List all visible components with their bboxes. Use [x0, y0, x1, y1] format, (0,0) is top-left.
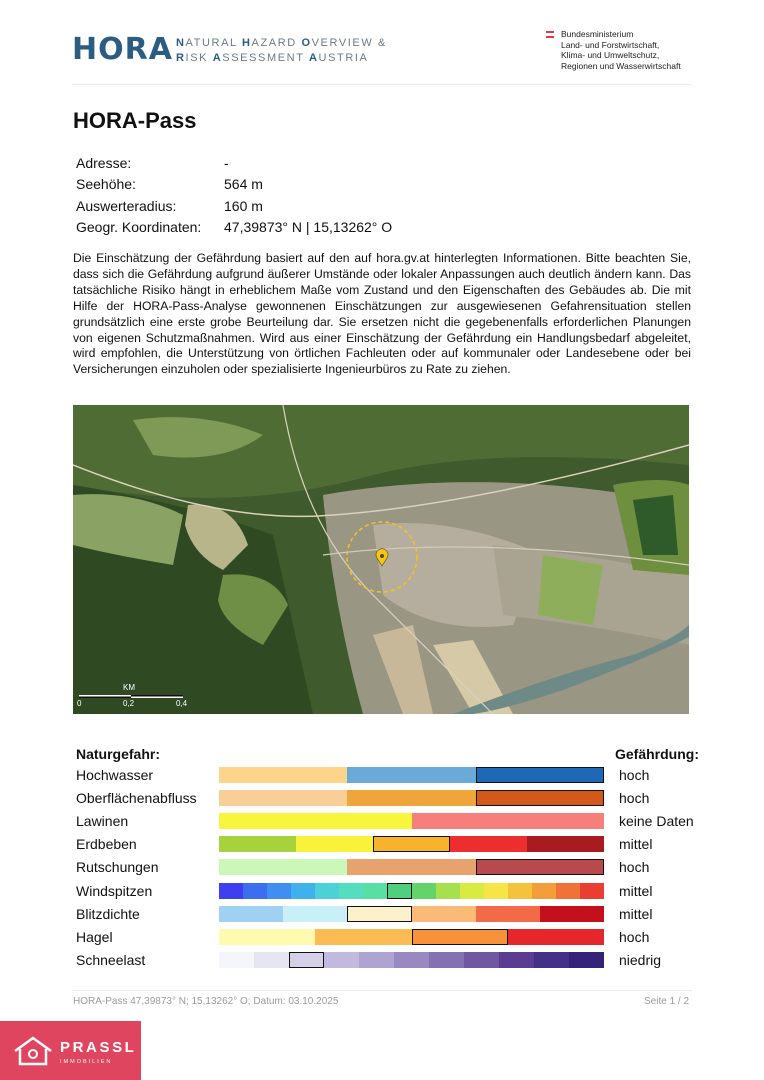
hazard-scale-bar	[219, 813, 604, 829]
hazard-row	[73, 904, 703, 924]
hazard-scale-selected-segment	[387, 883, 411, 899]
hazard-scale-segment	[291, 883, 315, 899]
hazard-scale-segment	[339, 883, 363, 899]
prassl-logo[interactable]	[0, 1021, 141, 1080]
hazard-scale-bar	[219, 883, 604, 899]
hazard-level: keine Daten	[619, 813, 694, 830]
hazard-scale-segment	[436, 883, 460, 899]
meta-label: Auswerteradius:	[76, 197, 177, 214]
hazard-level: mittel	[619, 882, 653, 899]
hazard-scale-bar	[219, 952, 604, 968]
hazard-scale-segment	[243, 883, 267, 899]
hazard-name: Lawinen	[76, 813, 129, 830]
hazard-scale-segment	[296, 836, 373, 852]
hazard-scale-segment	[219, 929, 315, 945]
hazard-name: Oberflächenabfluss	[76, 790, 197, 807]
hora-tagline-line-1: NATURAL HAZARD OVERVIEW &	[176, 37, 387, 49]
brand-name: PRASSL	[60, 1039, 137, 1056]
hazard-scale-segment	[532, 883, 556, 899]
hazard-level: mittel	[619, 905, 653, 922]
hazard-scale-bar	[219, 836, 604, 852]
hazard-scale-segment	[412, 906, 476, 922]
hazard-scale-segment	[315, 883, 339, 899]
hazard-scale-bar	[219, 929, 604, 945]
hazard-scale-segment	[569, 952, 604, 968]
meta-row	[73, 195, 395, 217]
hazard-scale-segment	[499, 952, 534, 968]
hazard-scale-segment	[394, 952, 429, 968]
hazard-scale-segment	[534, 952, 569, 968]
hazard-scale-segment	[219, 883, 243, 899]
meta-row	[73, 152, 395, 174]
hazard-level: mittel	[619, 836, 653, 853]
hora-tagline-line-2: RISK ASSESSMENT AUSTRIA	[176, 52, 369, 64]
hazard-scale-segment	[219, 952, 254, 968]
footer-info: HORA-Pass 47,39873° N; 15,13262° O; Datum: 03.10.2025	[73, 996, 339, 1007]
hazard-scale-bar	[219, 767, 604, 783]
risk-column-header: Gefährdung:	[615, 746, 699, 762]
hora-tagline	[176, 36, 387, 66]
hazard-row	[73, 857, 703, 877]
hazard-row	[73, 927, 703, 947]
hazard-scale-segment	[412, 883, 436, 899]
hazard-scale-segment	[429, 952, 464, 968]
hazard-scale-segment	[527, 836, 604, 852]
hazard-scale-bar	[219, 859, 604, 875]
hazard-column-header: Naturgefahr:	[76, 746, 161, 762]
hazard-row	[73, 765, 703, 785]
header-divider	[72, 84, 692, 85]
ministry-line: Regionen und Wasserwirtschaft	[561, 60, 681, 71]
hazard-name: Schneelast	[76, 951, 146, 968]
hora-logo: HORA	[72, 32, 173, 67]
hazard-scale-bar	[219, 906, 604, 922]
aerial-map-image	[73, 405, 689, 714]
hazard-name: Hochwasser	[76, 767, 154, 783]
hazard-scale-segment	[324, 952, 359, 968]
hazard-scale-segment	[508, 929, 604, 945]
house-icon	[12, 1035, 54, 1067]
hazard-scale-selected-segment	[476, 790, 604, 806]
hazard-scale-segment	[219, 906, 283, 922]
hazard-scale-segment	[219, 859, 347, 875]
scale-tick: 0,4	[176, 699, 188, 708]
hazard-scale-segment	[347, 767, 475, 783]
meta-value: -	[224, 154, 229, 171]
intro-paragraph: Die Einschätzung der Gefährdung basiert auf den auf hora.gv.at hinterlegten Informationen. Bitte beachten Sie, dass sich die Gefährdung aufgrund äußerer Umstände oder lokaler Anpassungen auch deutlich ändern kann. Das tatsächliche Risiko hängt in erheblichem Maße vom Zustand und den Eigenschaften des Gebäudes ab. Die mit Hilfe der HORA-Pass-Analyse gewonnenen Einschätzungen zur ausgewiesenen Gefahrensituation stellen grundsätzlich eine erste grobe Beurteilung dar. Sie ersetzen nicht die gegebenenfalls erforderlichen Planungen von eigenen Schutzmaßnahmen. Wird aus einer Einschätzung der Gefährdung ein Handlungsbedarf abgeleitet, wird empfohlen, die Unterstützung von örtlichen Fachleuten oder auf kommunaler oder Landesebene oder bei Versicherungen einzuholen oder spezialisierte Ingenieurbüros zu Rate zu ziehen.	[73, 251, 691, 377]
meta-row	[73, 217, 395, 239]
hazard-scale-segment	[315, 929, 411, 945]
hazard-scale-segment	[412, 813, 605, 829]
meta-label: Geogr. Koordinaten:	[76, 219, 202, 236]
hazard-row	[73, 834, 703, 854]
hazard-scale-segment	[580, 883, 604, 899]
meta-row	[73, 174, 395, 196]
hazard-scale-selected-segment	[373, 836, 450, 852]
hazard-row	[73, 881, 703, 901]
ministry-line: Klima- und Umweltschutz,	[561, 50, 660, 60]
hazard-scale-bar	[219, 790, 604, 806]
scale-tick: 0,2	[123, 699, 135, 708]
hazard-scale-segment	[460, 883, 484, 899]
hazard-scale-segment	[450, 836, 527, 852]
page-title: HORA-Pass	[73, 108, 197, 133]
hazard-scale-segment	[347, 790, 475, 806]
hazard-level: hoch	[619, 928, 650, 945]
hazard-scale-selected-segment	[412, 929, 508, 945]
hazard-level: hoch	[619, 767, 650, 783]
austria-flag-icon	[546, 31, 554, 38]
hazard-scale-segment	[283, 906, 347, 922]
meta-label: Adresse:	[76, 154, 132, 171]
hazard-scale-segment	[254, 952, 289, 968]
ministry-line: Land- und Forstwirtschaft,	[561, 39, 660, 50]
hazard-scale-segment	[508, 883, 532, 899]
hazard-scale-segment	[219, 790, 347, 806]
hazard-level: niedrig	[619, 951, 662, 968]
meta-value: 160 m	[224, 197, 263, 214]
hazard-name: Blitzdichte	[76, 905, 140, 922]
hazard-scale-segment	[476, 906, 540, 922]
hazard-level: hoch	[619, 790, 650, 807]
hazard-scale-segment	[464, 952, 499, 968]
hazard-row	[73, 788, 703, 808]
hazard-scale-segment	[267, 883, 291, 899]
hazard-scale-segment	[540, 906, 604, 922]
hazard-row	[73, 811, 703, 831]
hazard-row	[73, 950, 703, 970]
hazard-name: Rutschungen	[76, 859, 159, 876]
location-meta-table	[73, 152, 395, 238]
hazard-name: Hagel	[76, 928, 113, 945]
meta-value: 47,39873° N | 15,13262° O	[224, 219, 393, 236]
ministry-line: Bundesministerium	[561, 29, 634, 39]
hazard-scale-segment	[219, 836, 296, 852]
hazard-scale-selected-segment	[347, 906, 411, 922]
scale-tick: 0	[77, 699, 82, 708]
meta-value: 564 m	[224, 176, 263, 193]
hazard-scale-segment	[219, 767, 347, 783]
hazard-scale-segment	[484, 883, 508, 899]
meta-label: Seehöhe:	[76, 176, 136, 193]
scale-unit: KM	[123, 683, 135, 692]
hazard-scale-segment	[363, 883, 387, 899]
aerial-map[interactable]	[73, 405, 689, 714]
ministry-name	[561, 29, 681, 71]
footer-divider	[72, 990, 692, 991]
hazard-scale-selected-segment	[476, 767, 604, 783]
hazard-scale-selected-segment	[289, 952, 324, 968]
hazard-name: Windspitzen	[76, 882, 153, 899]
hazard-name: Erdbeben	[76, 836, 137, 853]
page-number: Seite 1 / 2	[644, 996, 690, 1007]
brand-subtitle: IMMOBILIEN	[60, 1059, 113, 1065]
hazard-level: hoch	[619, 859, 650, 876]
hazard-scale-segment	[556, 883, 580, 899]
hazard-scale-segment	[359, 952, 394, 968]
hazard-scale-selected-segment	[476, 859, 604, 875]
hazard-scale-segment	[219, 813, 412, 829]
hazard-scale-segment	[347, 859, 475, 875]
